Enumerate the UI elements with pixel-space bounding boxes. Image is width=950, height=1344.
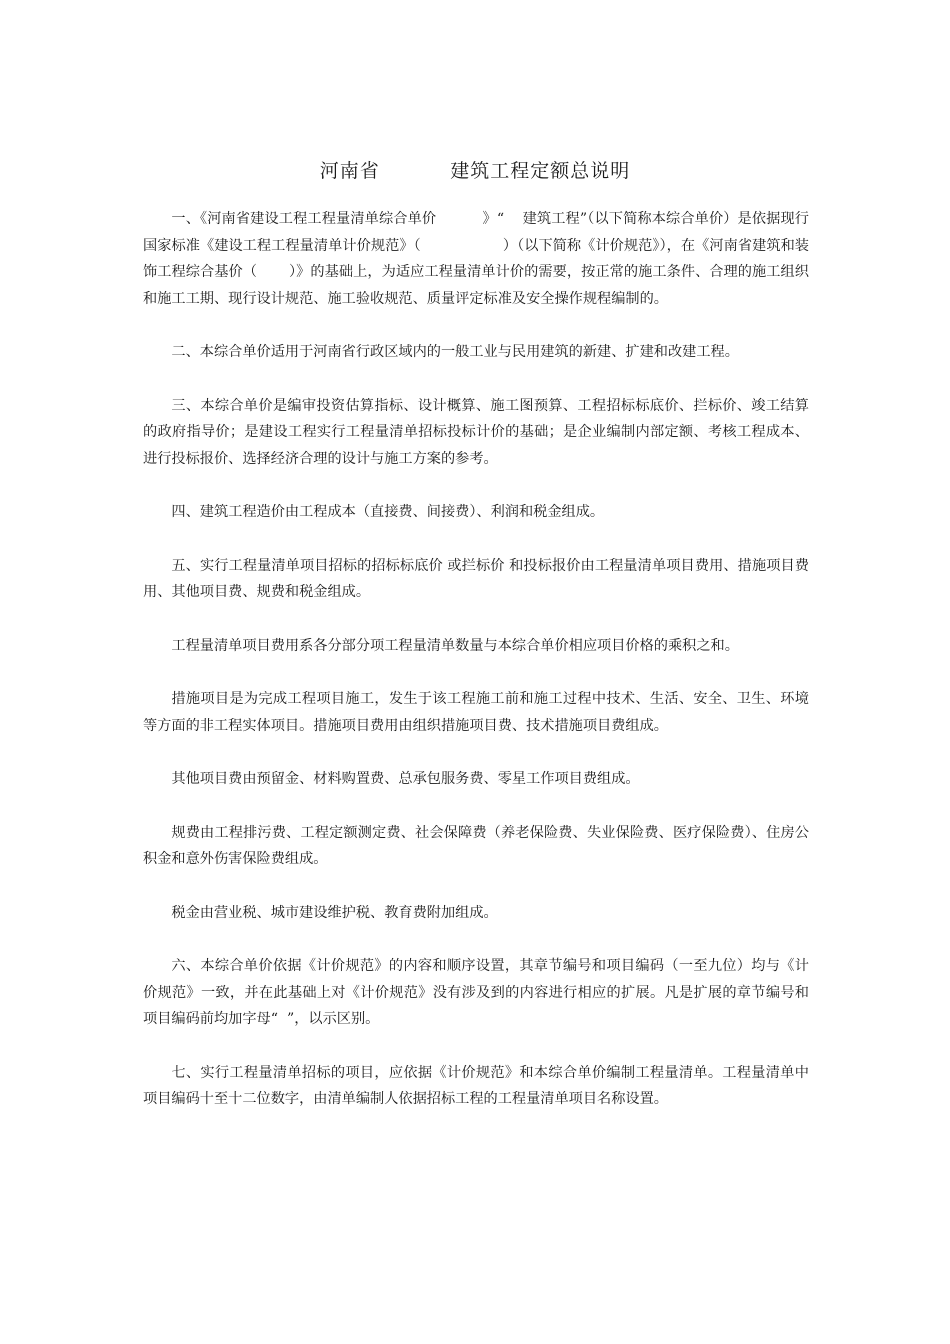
paragraph-9: 规费由工程排污费、工程定额测定费、社会保障费（养老保险费、失业保险费、医疗保险费）、住房公积金和意外伤害保险费组成。	[143, 824, 809, 867]
paragraph-7: 措施项目是为完成工程项目施工，发生于该工程施工前和施工过程中技术、生活、安全、卫生、环境等方面的非工程实体项目。措施项目费用由组织措施项目费、技术措施项目费组成。	[143, 691, 809, 734]
document-body	[143, 206, 809, 1140]
paragraph-2: 二、本综合单价适用于河南省行政区域内的一般工业与民用建筑的新建、扩建和改建工程。	[171, 344, 739, 360]
paragraph-5: 五、实行工程量清单项目招标的招标标底价 或拦标价 和投标报价由工程量清单项目费用、措施项目费用、其他项目费、规费和税金组成。	[143, 557, 809, 600]
paragraph-12: 七、实行工程量清单招标的项目，应依据《计价规范》和本综合单价编制工程量清单。工程量清单中项目编码十至十二位数字，由清单编制人依据招标工程的工程量清单项目名称设置。	[143, 1064, 809, 1107]
paragraph-6: 工程量清单项目费用系各分部分项工程量清单数量与本综合单价相应项目价格的乘积之和。	[171, 637, 739, 654]
paragraph-1: 一、《河南省建设工程工程量清单综合单价 》“ 建筑工程”（以下简称本综合单价）是依据现行国家标准《建设工程工程量清单计价规范》（ ）（以下简称《计价规范》），在《河南省建筑和装饰工程综合基价（ ）》的基础上，为适应工程量清单计价的需要，按正常的施工条件、合理的施工组织和施工工期、现行设计规范、施工验收规范、质量评定标准及安全操作规程编制的。	[143, 211, 809, 307]
paragraph-11: 六、本综合单价依据《计价规范》的内容和顺序设置，其章节编号和项目编码（一至九位）均与《计价规范》一致，并在此基础上对《计价规范》没有涉及到的内容进行相应的扩展。凡是扩展的章节编号和项目编码前均加字母“ ”，以示区别。	[143, 958, 809, 1027]
paragraph-3: 三、本综合单价是编审投资估算指标、设计概算、施工图预算、工程招标标底价、拦标价、竣工结算的政府指导价；是建设工程实行工程量清单招标投标计价的基础；是企业编制内部定额、考核工程成本、进行投标报价、选择经济合理的设计与施工方案的参考。	[143, 397, 809, 467]
document-title: 河南省 建筑工程定额总说明	[319, 160, 631, 182]
paragraph-8: 其他项目费由预留金、材料购置费、总承包服务费、零星工作项目费组成。	[171, 771, 640, 787]
paragraph-4: 四、建筑工程造价由工程成本（直接费、间接费）、利润和税金组成。	[171, 504, 605, 520]
paragraph-10: 税金由营业税、城市建设维护税、教育费附加组成。	[171, 904, 498, 921]
